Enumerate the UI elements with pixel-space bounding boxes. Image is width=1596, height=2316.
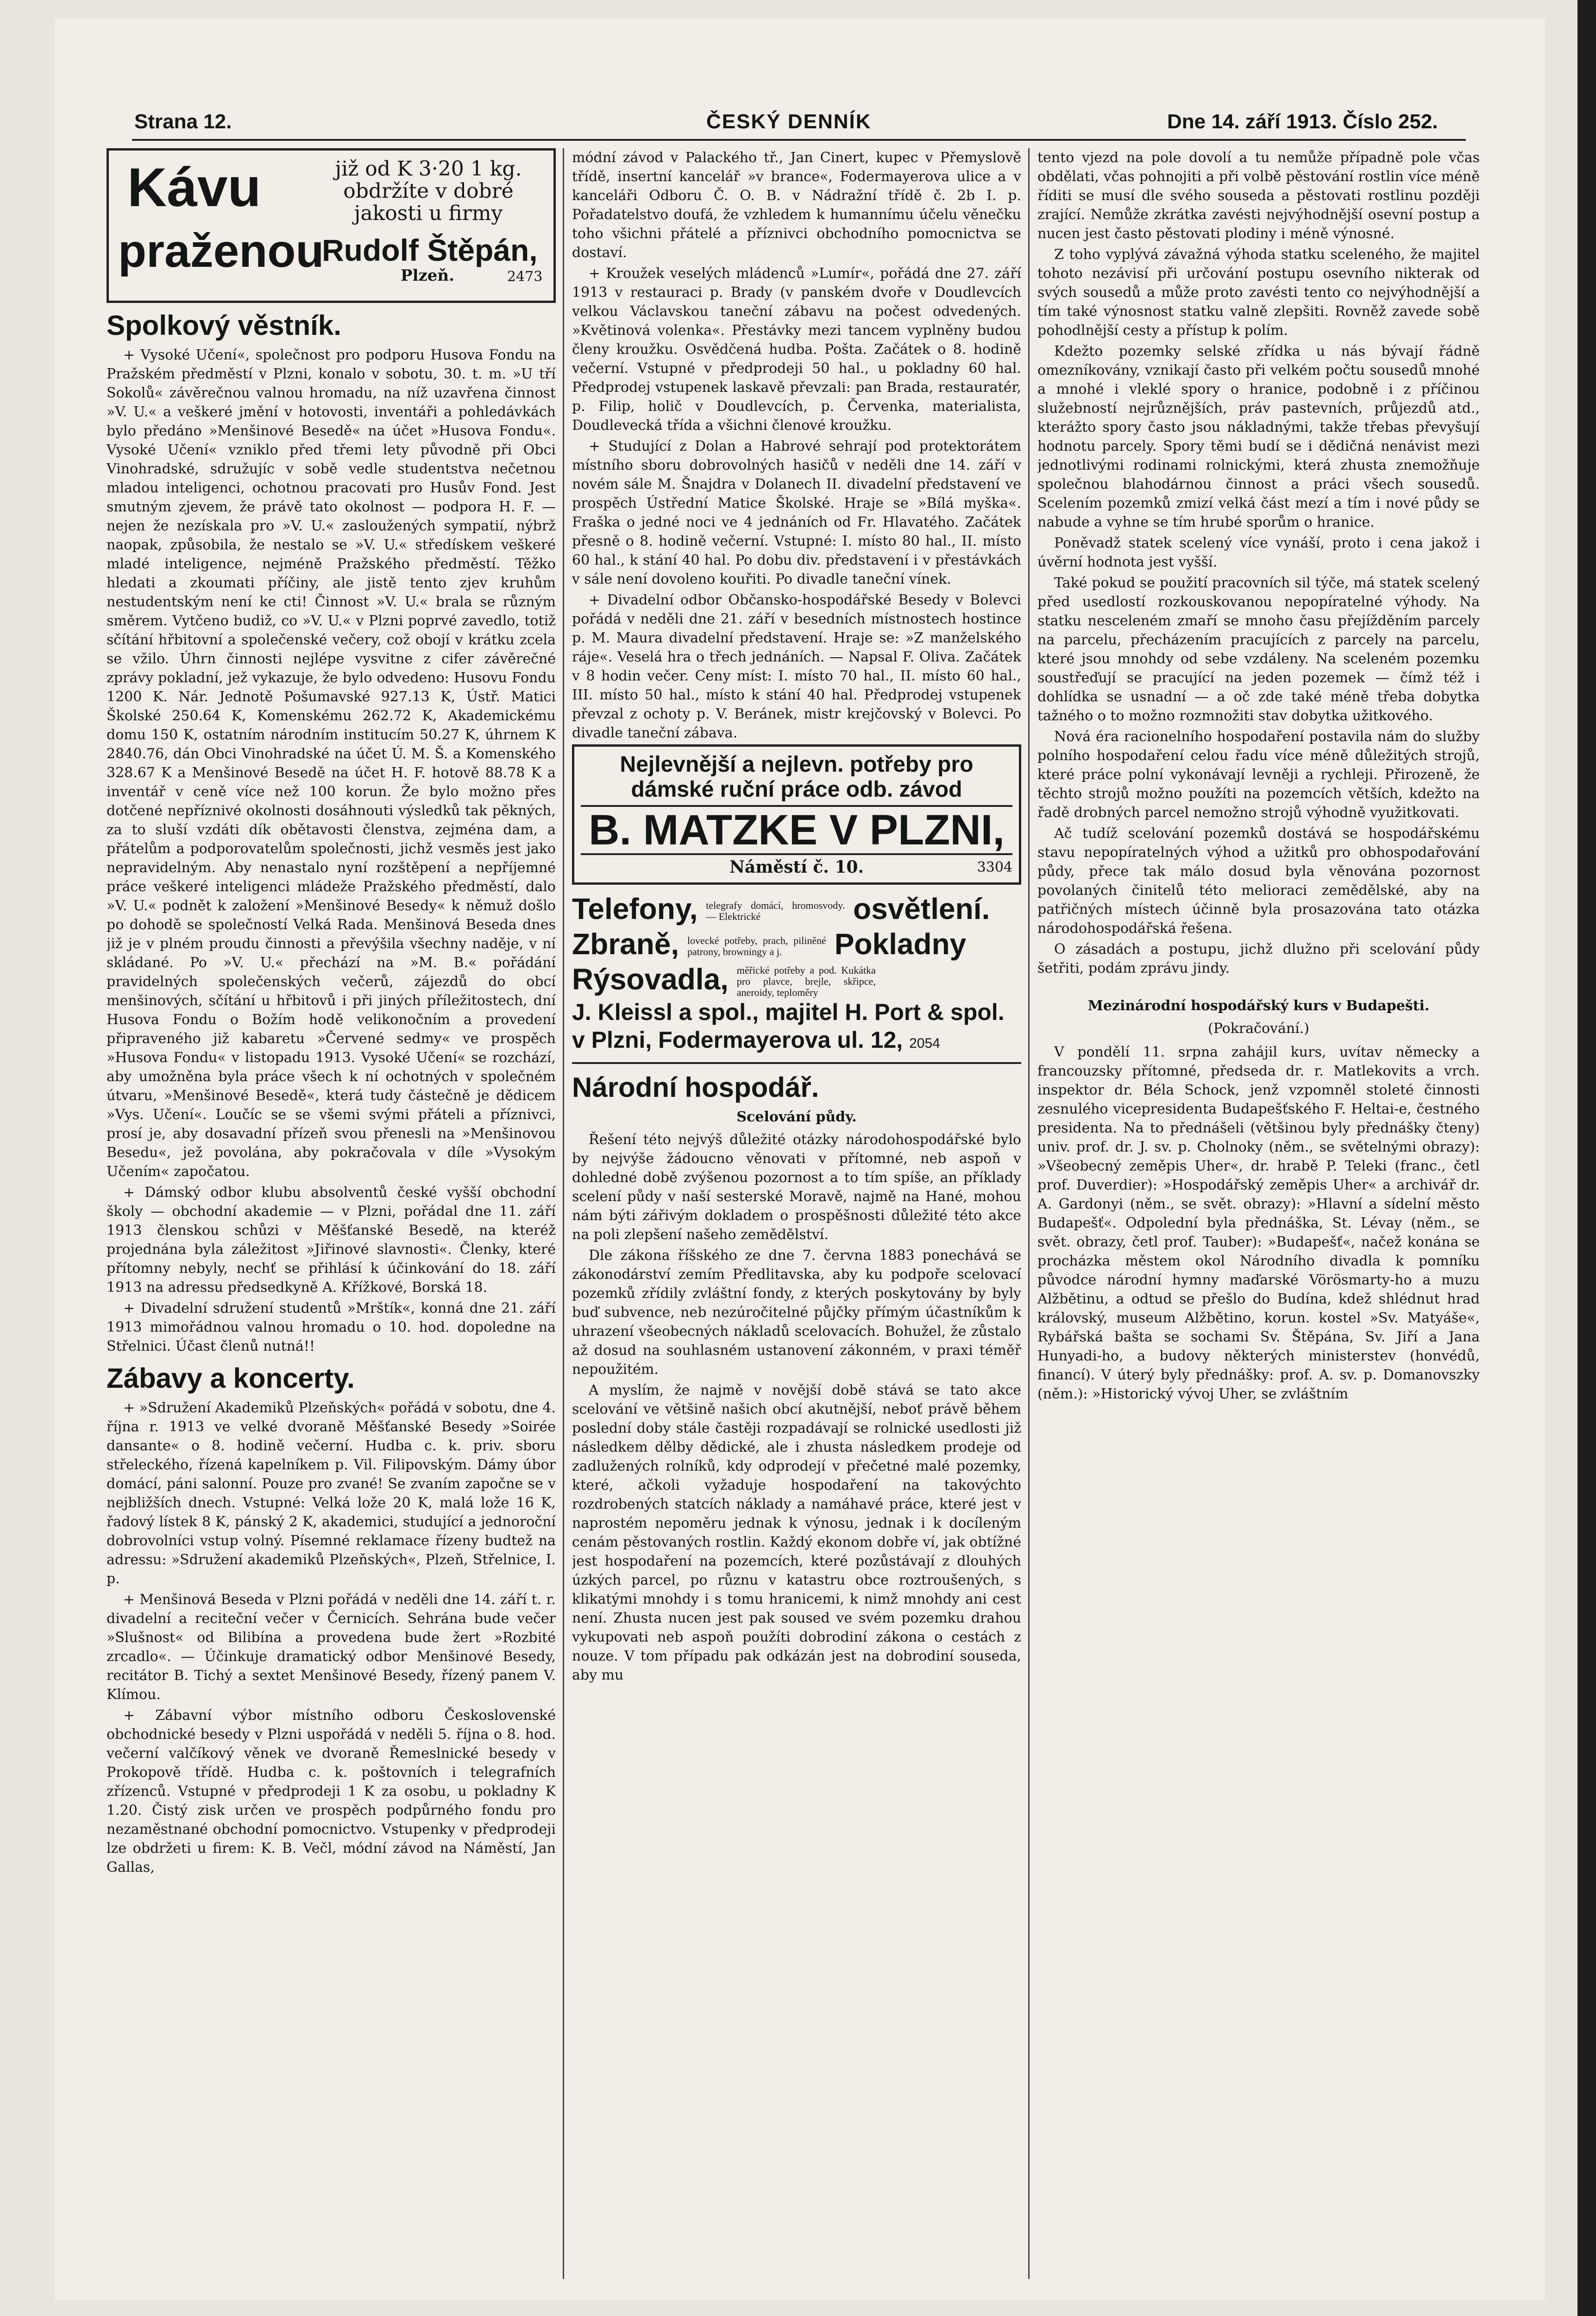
ad-kleissl-small: měřické potřeby a pod. Kukátka pro plavce, brejle, skřipce, aneroidy, teploměry [736, 964, 876, 999]
header-rule [132, 139, 1466, 141]
ad-kleissl-small: telegrafy domácí, hromosvody. — Elektrické [706, 900, 845, 923]
ad-kleissl-word: Rýsovadla, [572, 963, 729, 996]
article-subheading: (Pokračování.) [1208, 1020, 1309, 1037]
ad-kavu-number: 2473 [507, 269, 543, 285]
article-paragraph: módní závod v Palackého tř., Jan Cinert, kupec v Přemyslově třídě, insertní kancelář »v brance«, Fodermayerova ulice a v kanceláři Odboru Č. O. B. v Nádražní třídě č. 2b I. p. Pořadatelstvo doufá, že vzhledem k humannímu účelu věnečku toho všichni přátelé a příznivci obchodního pomocnictva se dostaví. [572, 150, 1021, 261]
article-paragraph: O zásadách a postupu, jichž dlužno při scelování půdy šetřiti, podám zprávu jindy. [1037, 941, 1480, 976]
article-paragraph: + Menšinová Beseda v Plzni pořádá v neděli dne 14. září t. r. divadelní a reciteční večer v Černicích. Sehrána bude večer »Slušnost« od Bilibína a provedena bude žert »Rozbité zrcadlo«. — Účinkuje dramatický odbor Menšinové Besedy, recitátor B. Tichý a sextet Menšinové Besedy, řízený panem V. Klímou. [107, 1592, 556, 1703]
ad-kleissl-word: Zbraně, [572, 927, 679, 961]
article-paragraph: Kdežto pozemky selské zřídka u nás bývají řádně omezníkovány, vznikají často při velkém počtu sousedů mnohé a mnohé i vleklé spory o hranice, podobně i z příčinou služebností nejrůznějších, práv pastevních, průjezdů atd., kterážto spory často jsou nákladnými, takže třebas převyšují hodnotu parcely. Spory těmi budí se i dědičná nenávist mezi jednotlivými rodinami rolnickými, která zhusta znemožňuje společnou blahodárnou činnost a práci všech sousedů. Scelením pozemků zmizí velká část mezí a tím i nové půdy se nabude a vyhne se tím hrubé sporům o hranice. [1037, 343, 1480, 530]
article-paragraph: tento vjezd na pole dovolí a tu nemůže případně pole včas obdělati, včas pohnojiti a při volbě pěstování rostlin více méně říditi se musí dle svého souseda a pěstovati rostlinu později zrající. Nemůže zkrátka zavésti nejvýhodnější osevní postup a nucen jest často pěstovati plodiny i méně výnosné. [1037, 150, 1480, 242]
column-1 [107, 148, 556, 2288]
page-header [81, 107, 1470, 139]
article-paragraph: + Divadelní sdružení studentů »Mrštík«, konná dne 21. září 1913 mimořádnou valnou hromadu o 10. hod. dopoledne na Střelnici. Účast členů nutná!! [107, 1300, 556, 1354]
ad-kavu-city: Plzeň. [401, 266, 454, 285]
ad-matzke-line1: Nejlevnější a nejlevn. potřeby pro dámské ruční práce odb. závod [620, 752, 974, 802]
article-paragraph: + Studující z Dolan a Habrové sehrají pod protektorátem místního sboru dobrovolných hasičů v neděli dne 14. září v novém sále M. Šnajdra v Dolanech II. divadelní představení ve prospěch Ústřední Matice Školské. Hraje se »Bílá myška«. Fraška o jedné noci ve 4 jednáních od Fr. Hlavatého. Začátek přesně o 8. hodině večerní. Vstupné: I. místo 80 hal., II. místo 60 hal., k stání 40 hal. Po dobu div. představení i v přestávkách v sále není dovoleno kouřiti. Po divadle taneční vínek. [572, 438, 1021, 587]
ad-kavu-firm: Rudolf Štěpán, [322, 233, 538, 267]
ad-kavu-text: již od K 3·20 1 kg. obdržíte v dobré jakosti u firmy [335, 157, 522, 225]
section-heading-hospodar: Národní hospodář. [572, 1072, 819, 1103]
ad-kleissl-firm: J. Kleissl a spol., majitel H. Port & spol. [572, 999, 1005, 1026]
article-paragraph: Také pokud se použití pracovních sil týče, má statek scelený před usedlostí rozkouskovanou nepopíratelné výhody. Na statku nesceleném zmaří se mnoho času přejížděním parcely na parcelu, přecházením pracujících z parcely na parcelu, které jsou mnohdy od sebe vzdáleny. Na sceleném pozemku soustřeďují se pracující na jeden pozemek — čímž též i dohlídka se usnadní — a oč zde také méně třeba dobytka tažného o to možno rozmnožiti stav dobytka užitkového. [1037, 575, 1480, 724]
ad-kleissl-number: 2054 [909, 1036, 940, 1051]
ad-kavu [107, 148, 556, 303]
ad-kleissl-row [572, 926, 1021, 962]
column-divider [563, 148, 564, 2279]
section-heading-zabavy: Zábavy a koncerty. [107, 1363, 355, 1394]
issue-date: Dne 14. září 1913. Číslo 252. [1167, 110, 1438, 133]
article-paragraph: + Vysoké Učení«, společnost pro podporu Husova Fondu na Pražském předměstí v Plzni, konalo v sobotu, 30. t. m. »U tří Sokolů« závěrečnou valnou hromadu, na níž uzavřena činnost »V. U.« a veškeré jmění v hotovosti, inventáři a pohledávkách bylo předáno »Menšinové Besedě« na účet »Husova Fondu«. Vysoké Učení« vzniklo před třemi lety původně při Obci Vinohradské, sdružujíc v sobě vedle studentstva nečetnou mladou inteligenci, ochotnou pracovati pro Husův Fond. Jest smutným zjevem, že právě tato okolnost — podpora H. F. — nejen že nezískala pro »V. U.« zasloužených sympatií, nýbrž naopak, způsobila, že nestalo se »V. U.« středískem veškeré mladé inteligence, nejméně Pražského předměstí. Těžko hledati a zkoumati příčiny, ale jistě tento zjev kruhům nestudentským není ke cti! Činnost »V. U.« brala se různým směrem. Vytčeno budiž, co »V. U.« v Plzni poprvé zavedlo, totiž sčítání hřbitovní a společenské večery, což obojí v krátku zcela se vžilo. Úhrn činnosti nejlépe vysvitne z cifer závěrečné zprávy pokladní, jež vykazuje, že bylo odvedeno: Husovu Fondu 1200 K. Nár. Jednotě Pošumavské 927.13 K, Ústř. Matici Školské 250.64 K, Komenskému 262.72 K, Akademickému domu 150 K, ostatním národním institucím 50.27 K, úhrnem K 2840.76, dán Obci Vinohradské na účet Ú. M. Š. a Komenského 328.67 K a Menšinové Besedě na účet H. F. hotově 88.78 K a inventář v ceně více než 100 korun. Že bylo možno přes dotčené nepříznivé okolnosti dosáhnouti výsledků tak pěkných, za to sluší vzdáti dík obětavosti členstva, zejména dam, a přátelům a podporovatelům společnosti, jichž vesměs jest jako nepravidelným. Aby nenastalo nyní rozštěpení a nepříjemné práce veškeré inteligenci mládeže Pražského předměstí, dalo »V. U.« podnět k založení »Menšinové Besedy« k němuž došlo po dohodě se společností Velká Rada. Menšinová Beseda dnes již je v plném proudu činnosti a převýšila všechny naděje, v ní skládané. Po »V. U.« přechází na »M. B.« pořádání pravidelných společenských večerů, zájezdů do obcí menšinových, sčítání u hřbitovů i při jiných příležitostech, dní Husova Fondu o Božím hodě velikonočním a provedení připraveného již kabaretu »Červené sedmy« ve prospěch »Husova Fondu« v listopadu 1913. Vysoké Učení« se rozchází, aby umožněna byla práce všech k ní ochotných v společném útvaru, »Menšinové Besedě«, která tudy částečně je dědicem »Vys. Učení«. Loučíc se se všemi svými přáteli a příznivci, prosí je, aby dosavadní přízeň svou přenesli na »Menšinovou Besedu«, jež povolána, aby pokračovala v díle »Vysokým Učením« započatou. [107, 347, 556, 1180]
page-number: Strana 12. [134, 110, 232, 133]
ad-matzke-name: B. MATZKE V PLZNI, [581, 805, 1012, 855]
ad-matzke-address [581, 858, 1012, 877]
section-heading-spolkovy: Spolkový věstník. [107, 310, 341, 341]
article-paragraph: V pondělí 11. srpna zahájil kurs, uvítav německy a francouzsky přítomné, předseda dr. r. Matlekovits a vrch. inspektor dr. Béla Schock, jenž vzpomněl stoleté činnosti zesnulého vicepresidenta Budapešťského F. Heltai-e, čestného presidenta. Na to přednášeli (většinou byly přednášky čteny) univ. prof. dr. J. sv. p. Cholnoky (něm., se světelnými obrazy): »Všeobecný zeměpis Uher«, dr. hrabě P. Teleki (franc., četl prof. Duverdier): »Hospodářský zeměpis Uher« a archivář dr. A. Gardonyi (něm., se svět. obrazy): »Hlavní a sídelní město Budapešť«. Odpolední byla přednáška, St. Lévay (něm., se svět. obrazy, četl prof. Tauber): »Budapešť«, načež konána se procházka městem okol Národního divadla k pomníku původce národní hymny maďarské Vörösmarty-ho a muzu Alžbětinu, a odtud se přešlo do Budína, kdež shlédnut hrad královský, museum Alžbětino, korun. kostel »Sv. Matyáše«, Rybářská bašta se sochami Sv. Štěpána, Sv. Jiří a Jana Hunyadi-ho, a budovy některých ministerstev (honvédů, financí). V úterý byly přednášky: prof. A. sv. p. Domanovszky (něm.): »Historický vývoj Uher, se zvláštním [1037, 1044, 1480, 1402]
article-paragraph: + Divadelní odbor Občansko-hospodářské Besedy v Bolevci pořádá v neděli dne 21. září v besedních místnostech hostince p. M. Maura divadelní představení. Hraje se: »Z manželského ráje«. Veselá hra o třech jednáních. — Napsal F. Oliva. Začátek v 8 hodin večer. Ceny míst: I. místo 70 hal., II. místo 60 hal., III. místo 50 hal., místo k stání 40 hal. Předprodej vstupenek převzal z ochoty p. V. Beránek, mistr krejčovský v Bolevci. Po divadle taneční zábava. [572, 592, 1021, 741]
article-paragraph: Z toho vyplývá závažná výhoda statku sceleného, že majitel tohoto nezávisí při určování postupu osevního nikterak od svých sousedů a může proto zavésti tento co nejvýhodnější a tím také výnosnost statku valně zlepšiti. Rovněž zavede sobě pohodlnější cesty a přístup k polím. [1037, 246, 1480, 339]
article-paragraph: + Dámský odbor klubu absolventů české vyšší obchodní školy — obchodní akademie — v Plzni, pořádal dne 11. září 1913 členskou schůzi v Měšťanské Besedě, na kteréž projednána byla záležitost »Jiřinové slavnosti«. Členky, které přítomny nebyly, nechť se přihlásí k účinkování do 18. září 1913 na adressu předsedkyně A. Křížkové, Borská 18. [107, 1184, 556, 1296]
ad-kleissl-street: v Plzni, Fodermayerova ul. 12, [572, 1027, 903, 1053]
ad-matzke-street: Náměstí č. 10. [729, 857, 864, 877]
ad-matzke-number: 3304 [977, 859, 1012, 875]
article-paragraph: + »Sdružení Akademiků Plzeňských« pořádá v sobotu, dne 4. října r. 1913 ve velké dvoraně Měšťanské Besedy »Soirée dansante« o 8. hodině večerní. Hudba c. k. priv. sboru střeleckého, řízená kapelníkem p. Vil. Filipovským. Dámy úbor domácí, páni salonní. Pouze pro zvané! Se zvaním započne se v nejbližších dnech. Vstupné: Velká lože 20 K, malá lože 16 K, řadový lístek 8 K, pánský 2 K, akademici, studující a jednoroční dobrovolníci vstup volný. Písemné reklamace řízeny budtež na adressu: »Sdružení akademiků Plzeňských«, Plzeň, Střelnice, I. p. [107, 1400, 556, 1587]
ad-kleissl-row [572, 962, 1021, 998]
column-divider [1028, 148, 1030, 2279]
article-subheading: Scelování půdy. [736, 1109, 857, 1126]
ad-kleissl-word: Pokladny [834, 927, 967, 961]
ad-kleissl-word: osvětlení. [853, 892, 990, 925]
ad-kleissl-word: Telefony, [572, 892, 698, 925]
article-paragraph: + Zábavní výbor místního odboru Československé obchodnické besedy v Plzni uspořádá v neděli 5. října o 8. hod. večerní valčíkový věnek ve dvoraně Řemeslnické besedy v Prokopově třídě. Hudba c. k. poštovních i telegrafních zřízenců. Vstupné v předprodeji 1 K za osobu, u pokladny K 1.20. Čistý zisk určen ve prospěch podpůrného fondu pro nezaměstnané obchodní pomocnictvo. Vstupenky v předprodeji lze obdržeti u firem: K. B. Večl, módní závod na Náměstí, Jan Gallas, [107, 1707, 556, 1875]
article-paragraph: Nová éra racionelního hospodaření postavila nám do služby polního hospodaření celou řadu více méně důležitých strojů, které práce polní vykonávají levněji a rychleji. Přirozeně, že těchto strojů možno použíti na pozemcích větších, kdežto na řadě drobných parcel nemožno strojů výhodně využitkovati. [1037, 729, 1480, 821]
newspaper-title: ČESKÝ DENNÍK [706, 110, 872, 133]
ad-kleissl-address [572, 1026, 1021, 1057]
article-paragraph: Řešení této nejvýš důležité otázky národohospodářské bylo by nejvýše žádoucno věnovati v přítomné, neb aspoň v dohledné době zvýšenou pozornost a to tím spíše, an příklady scelení půdy v naší sesterské Moravě, najmě na Hané, mohou nám býti zářivým dokladem o prospěšnosti důležité této akce na poli zlepšení našeho zemědělství. [572, 1132, 1021, 1243]
article-paragraph: Ač tudíž scelování pozemků dostává se hospodářskému stavu nepopíratelných výhod a užitků pro obhospodařování půdy, přece tak málo dosud byla věnována pozornost povolaných činitelů této melioraci zemědělské, aby na patřičných místech účinně byla prosazována tato otázka národohospodářská řešena. [1037, 825, 1480, 937]
article-paragraph: Dle zákona říšského ze dne 7. června 1883 ponechává se zákonodárství zemím Předlitavska, aby ku podpoře scelovací pozemků zřídily zvláštní fondy, z kterých poskytovány by byly buď subvence, neb nezúročitelné půjčky přímým účastníkům k uhrazení všeobecných nákladů scelovacích. Bohužel, že zůstalo až dosud na souhlasném ustanovení zákonném, v praxi téměř nepoužitém. [572, 1247, 1021, 1378]
article-heading-kurs: Mezinárodní hospodářský kurs v Budapešti. [1087, 998, 1430, 1014]
column-3 [1037, 148, 1480, 2288]
ad-kleissl-small: lovecké potřeby, prach, piliněné patrony, browningy a j. [687, 935, 826, 958]
article-paragraph: Poněvadž statek scelený více vynáší, proto i cena jakož i úvěrní hodnota jest vyšší. [1037, 535, 1480, 570]
ad-kavu-word2: praženou [118, 225, 324, 277]
ad-kavu-word1: Kávu [127, 157, 261, 218]
scan-edge [1577, 0, 1596, 2316]
ad-kleissl [572, 891, 1021, 1064]
column-2 [572, 148, 1021, 2288]
article-paragraph: A myslím, že najmě v novější době stává se tato akce scelování ve většině našich obcí akutnější, neboť právě během poslední doby stále častěji rozpadávají se rolnické usedlosti již následkem dělby dědické, ale i zhusta následkem prodeje od zadlužených rolníků, kdy odprodejí v přečetné malé pozemky, které, ačkoli vyžaduje hospodaření na takovýchto rozdrobených statcích náklady a namáhavé práce, které jest v naprostém nepoměru jednak k výnosu, jednak i k docíleným cenám pěstovaných rostlin. Každý ekonom dobře ví, jak obtížné jest hospodaření na pozemcích, které pozůstávají z dlouhých úzkých parcel, po různu v katastru obce roztroušených, s klikatými mnohdy i s tomu hranicemi, k nimž mnohdy ani cest není. Zhusta nucen jest pak soused ve svém pozemku drahou vykupovati neb aspoň použíti dobrodiní zákona o cestách z nouze. V tom případu pak odkázán jest na dobrodiní souseda, aby mu [572, 1382, 1021, 1684]
article-paragraph: + Kroužek veselých mládenců »Lumír«, pořádá dne 27. září 1913 v restauraci p. Brady (v panském dvoře v Doudlevcích velkou Václavskou taneční zábavu na počest odvedených. »Květinová volenka«. Přestávky mezi tancem vyplněny budou členy kroužku. Osvědčená hudba. Pošta. Začátek o 8. hodině večerní. Vstupné v předprodeji 50 hal., u pokladny 60 hal. Předprodej vstupenek laskavě převzali: pan Brada, restauratér, p. Filip, holič v Doudlevcích, p. Červenka, materialista, Doudlevecká třída a všichni členové kroužku. [572, 265, 1021, 434]
ad-kleissl-row [572, 891, 1021, 926]
ad-matzke [572, 744, 1021, 885]
